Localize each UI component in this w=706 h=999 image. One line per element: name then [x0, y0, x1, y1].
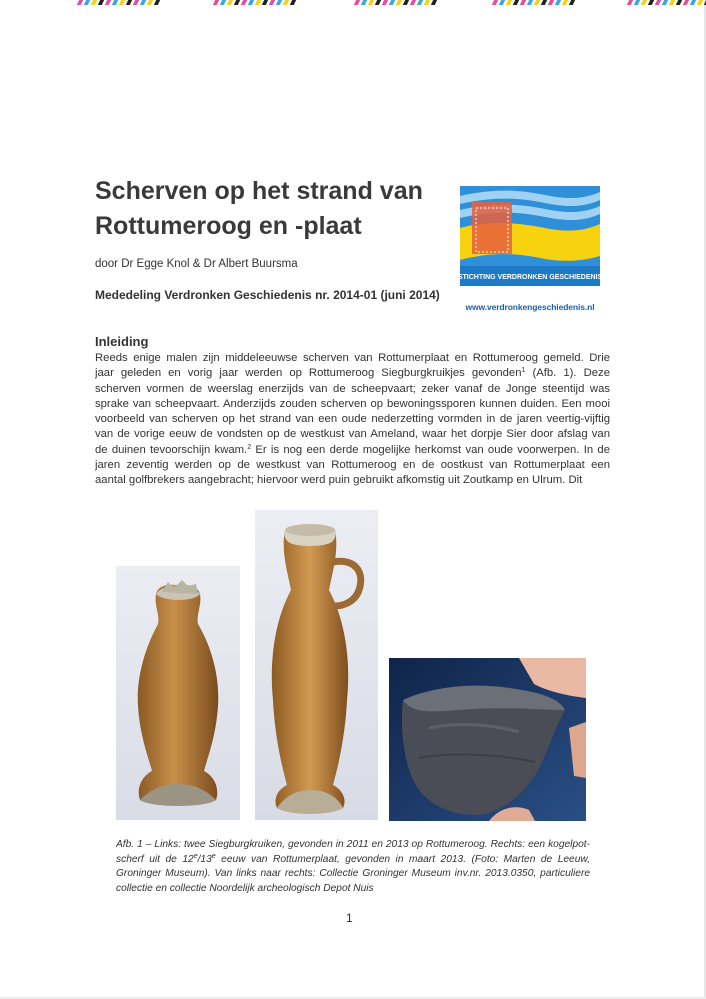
footnote-superscript: 2: [247, 443, 252, 451]
registration-mark-group: [493, 0, 574, 6]
body-line: [95, 443, 610, 458]
logo-url: www.verdronkengeschiedenis.nl: [465, 302, 595, 312]
photo-kogelpot-sherd: [389, 658, 586, 821]
body-text: van de vorige eeuw de vondsten op de westkust van Ameland, waar het dorpje Sier door afslag van: [95, 428, 610, 441]
body-text: sprake van scheepvaart. Anderzijds zouden scherven op bewoningssporen kunnen duiden. Een mooi: [95, 397, 610, 410]
logo-organization-name: STICHTING VERDRONKEN GESCHIEDENIS: [460, 274, 600, 281]
body-line: [95, 473, 610, 488]
body-line: [95, 382, 610, 397]
caption-line: [116, 867, 590, 882]
photo-siegburg-jug-2: [255, 510, 378, 820]
caption-text: eeuw van Rottumerplaat, gevonden in maart 2013. (Foto: Marten de Leeuw,: [215, 853, 590, 865]
caption-line: [116, 838, 590, 853]
section-heading: Inleiding: [95, 334, 149, 349]
authors: door Dr Egge Knol & Dr Albert Buursma: [95, 258, 298, 270]
logo-graphic: [460, 186, 600, 294]
body-line: [95, 351, 610, 366]
body-text: (Afb. 1). Deze: [525, 367, 610, 380]
body-line: [95, 366, 610, 381]
document-title: [95, 174, 445, 244]
photo-siegburg-jug-1: [116, 566, 240, 820]
body-text: Er is nog een derde mogelijke herkomst van oude voorwerpen. In de: [251, 443, 610, 456]
body-paragraph: [95, 351, 610, 489]
registration-mark-group: [628, 0, 706, 6]
body-text: Reeds enige malen zijn middeleeuwse scherven van Rottumerplaat en Rottumeroog gemeld. Drie: [95, 352, 610, 364]
series-line: Mededeling Verdronken Geschiedenis nr. 2014-01 (juni 2014): [95, 288, 440, 302]
body-text: jaren zeventig werden op de westkust van Rottumeroog en de oostkust van Rottumerplaat een: [95, 459, 610, 472]
registration-mark-group: [355, 0, 436, 6]
caption-text: scherf uit de 12: [116, 853, 194, 865]
body-line: [95, 458, 610, 473]
organization-logo: [460, 186, 600, 312]
body-text: scherven vormen de weerslag enerzijds van de scheepvaart; zeker vanaf de Jonge steentijd was: [95, 382, 610, 395]
caption-text: collectie en collectie Noordelijk archeologisch Depot Nuis: [116, 882, 374, 894]
caption-text: Groninger Museum). Van links naar rechts: Collectie Groninger Museum inv.nr. 2013.0350, particuliere: [116, 868, 590, 880]
page-number: 1: [346, 911, 353, 925]
registration-mark-group: [214, 0, 295, 6]
footnote-superscript: e: [193, 852, 198, 860]
body-text: voorbeeld van scherven op het strand van een oude nederzetting vormden in de jaren veertig-vijftig: [95, 413, 610, 426]
caption-line: [116, 882, 590, 897]
figure-caption: [116, 838, 590, 896]
body-line: [95, 397, 610, 412]
footnote-superscript: e: [211, 852, 216, 860]
footnote-superscript: 1: [521, 367, 526, 375]
body-text: jaar geleden en vorig jaar werden op Rottumeroog Siegburgkruikjes gevonden: [95, 367, 522, 380]
body-text: aantal golfbrekers aangebracht; hiervoor werd puin gebruikt afkomstig uit Zoutkamp en Ulrum. Dit: [95, 474, 583, 487]
registration-mark-group: [78, 0, 159, 6]
title-line-1: Scherven op het strand van: [95, 177, 423, 205]
body-line: [95, 427, 610, 442]
body-line: [95, 412, 610, 427]
title-line-2: Rottumeroog en -plaat: [95, 212, 362, 240]
caption-line: [116, 853, 590, 868]
caption-text: /13: [197, 853, 212, 865]
body-text: de duinen tevoorschijn kwam.: [95, 443, 248, 456]
caption-text: Afb. 1 – Links: twee Siegburgkruiken, gevonden in 2011 en 2013 op Rottumeroog. Rechts: een kogelpot-: [116, 839, 590, 850]
